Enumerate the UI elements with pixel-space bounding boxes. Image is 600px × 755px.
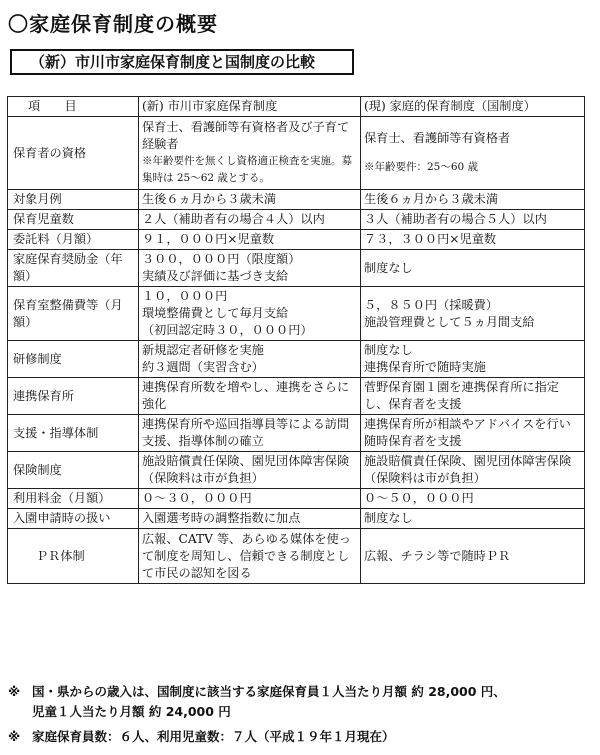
cell-current-system bbox=[361, 190, 585, 210]
cell-current-system bbox=[361, 489, 585, 509]
comparison-table bbox=[7, 96, 585, 584]
cell-new-system bbox=[139, 287, 361, 341]
cell-new-system bbox=[139, 190, 361, 210]
cell-line: 連携保育所で随時実施 bbox=[364, 360, 486, 374]
cell-line: （初回認定時３０，０００円） bbox=[142, 323, 313, 337]
table-row bbox=[8, 287, 585, 341]
cell-new-system bbox=[139, 529, 361, 584]
cell-new-system bbox=[139, 489, 361, 509]
cell-current-system bbox=[361, 415, 585, 452]
cell-line: 生後６ヵ月から３歳未満 bbox=[142, 192, 277, 206]
cell-line: ３００，０００円（限度額） bbox=[142, 252, 301, 266]
cell-line: 広報、チラシ等で随時ＰＲ bbox=[364, 548, 511, 563]
cell-line: 新規認定者研修を実施 bbox=[142, 343, 264, 357]
cell-line: ９１，０００円×児童数 bbox=[142, 232, 275, 246]
cell-line: 生後６ヵ月から３歳未満 bbox=[364, 192, 499, 206]
cell-current-system bbox=[361, 287, 585, 341]
row-item-label: 入園申請時の扱い bbox=[8, 509, 139, 529]
table-row bbox=[8, 250, 585, 287]
cell-line: １０，０００円 bbox=[142, 289, 228, 303]
cell-line: ３人（補助者有の場合５人）以内 bbox=[364, 212, 547, 226]
cell-line: 連携保育所や巡回指導員等による訪問支援、指導体制の確立 bbox=[142, 417, 350, 448]
cell-line: 連携保育所数を増やし、連携をさらに強化 bbox=[142, 380, 350, 411]
cell-current-system bbox=[361, 509, 585, 529]
row-item-label: 研修制度 bbox=[8, 341, 139, 378]
note-revenue-cont bbox=[8, 702, 231, 720]
cell-line: 菅野保育園１園を連携保育所に指定し、保育者を支援 bbox=[364, 380, 559, 411]
cell-line: 環境整備費として毎月支給 bbox=[142, 306, 289, 320]
cell-current-system bbox=[361, 341, 585, 378]
row-item-label: 保育児童数 bbox=[8, 210, 139, 230]
row-item-label: 委託料（月額） bbox=[8, 230, 139, 250]
cell-line: ７３，３００円×児童数 bbox=[364, 232, 497, 246]
cell-line: 制度なし bbox=[364, 260, 413, 275]
row-item-label: 保育者の資格 bbox=[8, 117, 139, 190]
cell-line: 保育士、看護師等有資格者及び子育て経験者 bbox=[142, 120, 350, 151]
row-item-label: 保険制度 bbox=[8, 452, 139, 489]
header-item: 項 目 bbox=[8, 97, 139, 117]
page-title: 〇家庭保育制度の概要 bbox=[8, 12, 218, 36]
cell-new-system bbox=[139, 250, 361, 287]
cell-new-system bbox=[139, 378, 361, 415]
cell-new-system bbox=[139, 509, 361, 529]
cell-line: ※年齢要件を無くし資格適正検査を実施。募集時は 25～62 歳とする。 bbox=[142, 155, 352, 184]
cell-new-system bbox=[139, 210, 361, 230]
cell-line: 施設賠償責任保険、園児団体障害保険（保険料は市が負担） bbox=[364, 454, 572, 485]
cell-line: 制度なし bbox=[364, 343, 413, 357]
table-row bbox=[8, 341, 585, 378]
row-item-label: 利用料金（月額） bbox=[8, 489, 139, 509]
table-row bbox=[8, 452, 585, 489]
row-item-label: ＰＲ体制 bbox=[8, 529, 139, 584]
cell-line: ５，８５０円（採暖費） bbox=[364, 297, 499, 312]
header-new-system: (新) 市川市家庭保育制度 bbox=[139, 97, 361, 117]
cell-line: 入園選考時の調整指数に加点 bbox=[142, 511, 301, 525]
comparison-subtitle: （新）市川市家庭保育制度と国制度の比較 bbox=[10, 49, 354, 75]
note-counts-text: 家庭保育員数：６人、利用児童数：７人（平成１９年１月現在） bbox=[32, 729, 395, 744]
table-row bbox=[8, 509, 585, 529]
table-row bbox=[8, 117, 585, 190]
cell-line: ０～３０，０００円 bbox=[142, 491, 252, 505]
cell-new-system bbox=[139, 452, 361, 489]
cell-line: ※年齢要件：25～60 歳 bbox=[364, 161, 479, 173]
cell-line: 連携保育所が相談やアドバイスを行い随時保育者を支援 bbox=[364, 417, 571, 448]
table-row bbox=[8, 378, 585, 415]
cell-current-system bbox=[361, 378, 585, 415]
row-item-label: 支援・指導体制 bbox=[8, 415, 139, 452]
note-revenue-line2: 児童１人当たり月額 約 24,000 円 bbox=[32, 704, 231, 719]
note-mark: ※ bbox=[8, 684, 21, 699]
cell-line: 施設管理費として５ヵ月間支給 bbox=[364, 314, 535, 329]
table-row bbox=[8, 489, 585, 509]
table-row bbox=[8, 210, 585, 230]
table-header-row bbox=[8, 97, 585, 117]
cell-current-system bbox=[361, 210, 585, 230]
cell-line: 制度なし bbox=[364, 511, 413, 525]
cell-current-system bbox=[361, 452, 585, 489]
row-item-label: 連携保育所 bbox=[8, 378, 139, 415]
cell-new-system bbox=[139, 341, 361, 378]
header-current-system: (現) 家庭的保育制度（国制度） bbox=[361, 97, 585, 117]
cell-line: ０～５０，０００円 bbox=[364, 491, 474, 505]
cell-line: 約３週間（実習含む） bbox=[142, 360, 264, 374]
cell-new-system bbox=[139, 230, 361, 250]
cell-current-system bbox=[361, 230, 585, 250]
row-item-label: 家庭保育奨励金（年額） bbox=[8, 250, 139, 287]
table-row bbox=[8, 190, 585, 210]
cell-new-system bbox=[139, 415, 361, 452]
note-mark: ※ bbox=[8, 729, 21, 744]
table-row bbox=[8, 230, 585, 250]
note-revenue-line1: 国・県からの歳入は、国制度に該当する家庭保育員１人当たり月額 約 28,000 円、 bbox=[32, 684, 506, 699]
row-item-label: 保育室整備費等（月額） bbox=[8, 287, 139, 341]
table-row bbox=[8, 529, 585, 584]
cell-line: ２人（補助者有の場合４人）以内 bbox=[142, 212, 325, 226]
cell-current-system bbox=[361, 117, 585, 190]
cell-new-system bbox=[139, 117, 361, 190]
cell-line: 実績及び評価に基づき支給 bbox=[142, 269, 289, 283]
cell-current-system bbox=[361, 529, 585, 584]
row-item-label: 対象月例 bbox=[8, 190, 139, 210]
cell-line: 保育士、看護師等有資格者 bbox=[364, 131, 511, 145]
table-row bbox=[8, 415, 585, 452]
cell-line: 施設賠償責任保険、園児団体障害保険（保険料は市が負担） bbox=[142, 454, 350, 485]
note-revenue bbox=[8, 682, 506, 700]
note-counts bbox=[8, 727, 395, 745]
cell-current-system bbox=[361, 250, 585, 287]
cell-line: 広報、CATV 等、あらゆる媒体を使って制度を周知し、信頼できる制度として市民の認知を図る bbox=[142, 531, 351, 580]
cell-line bbox=[364, 147, 581, 159]
